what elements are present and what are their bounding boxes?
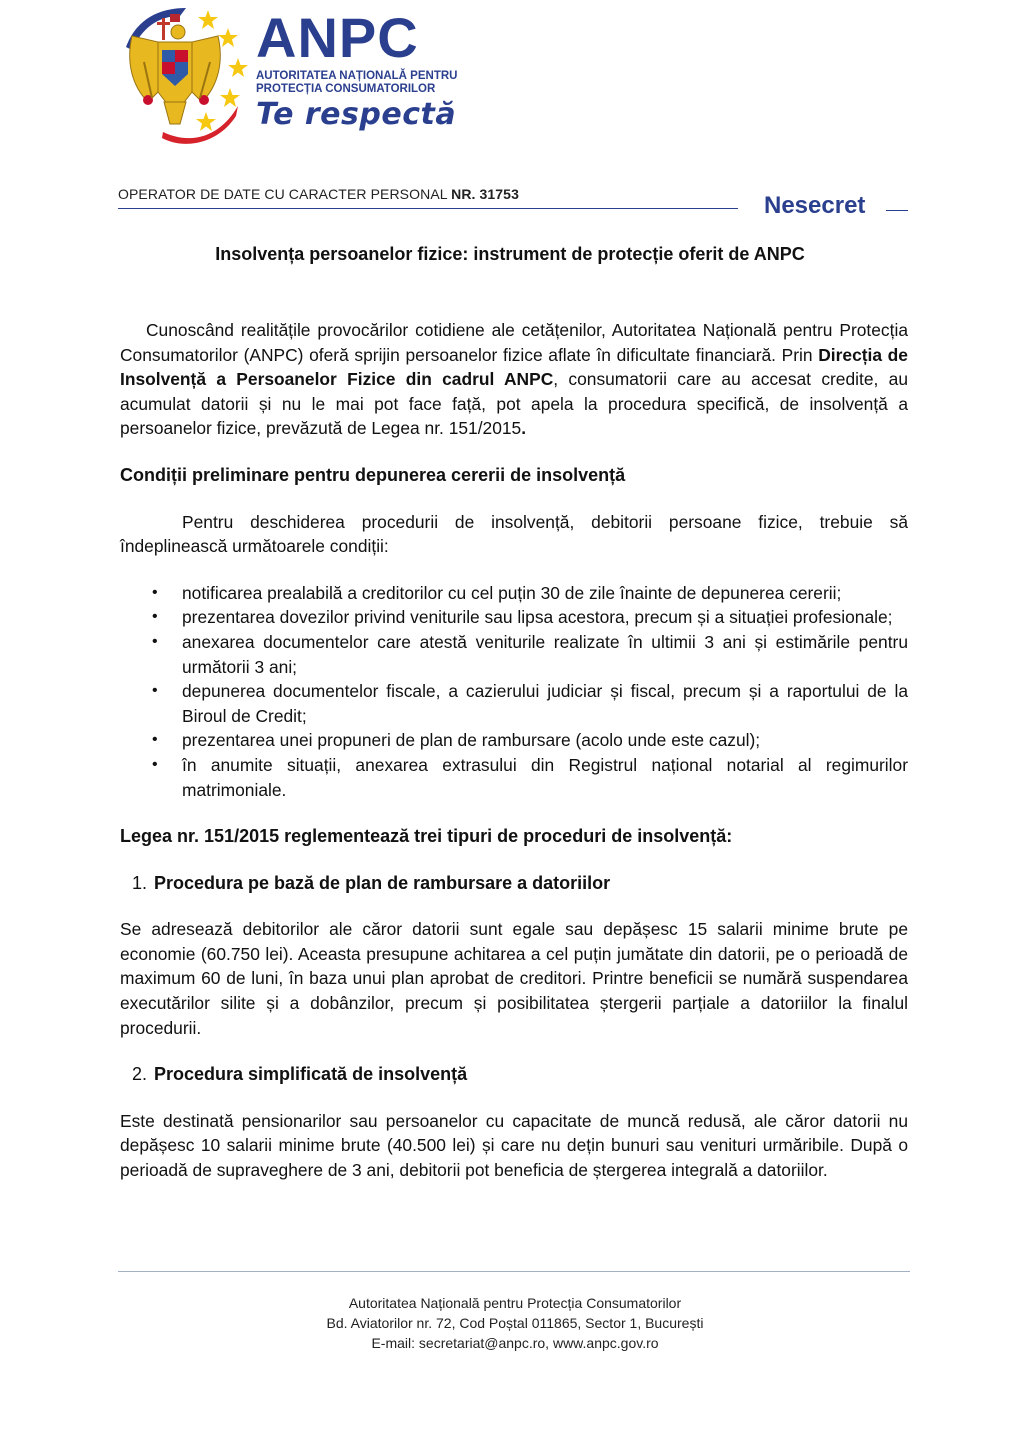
document-body (120, 318, 908, 1183)
footer-contact: E-mail: secretariat@anpc.ro, www.anpc.gov.ro (371, 1335, 659, 1351)
footer-address: Bd. Aviatorilor nr. 72, Cod Poștal 011865, Sector 1, București (326, 1315, 704, 1331)
anpc-logo (118, 2, 498, 147)
brand-subtitle (256, 70, 457, 96)
intro-text-end: , consumatorii care au accesat credite, au acumulat datorii și nu le mai pot face față, pot apela la procedura specifică, de insolvență a persoanelor fizice, prevăzută de Legea nr. 151/2015 (120, 369, 908, 439)
conditions-heading: Condiții preliminare pentru depunerea cererii de insolvență (120, 464, 626, 485)
procedure-number: 2. (132, 1064, 148, 1085)
intro-text-start: Cunoscând realitățile provocărilor cotidiene ale cetățenilor, Autoritatea Națională pentru Protecția Consumatorilor (ANPC) oferă sprijin persoanelor fizice aflate în dificultate financiară. Prin (120, 320, 908, 365)
operator-label: OPERATOR DE DATE CU CARACTER PERSONAL (118, 186, 452, 202)
classification-dash (886, 210, 908, 211)
list-item: • prezentarea dovezilor privind veniturile sau lipsa acestora, precum și a situației profesionale; (182, 605, 908, 630)
list-item: • în anumite situații, anexarea extrasului din Registrul național notarial al regimurilor matrimoniale. (182, 753, 908, 802)
procedure-number: 1. (132, 872, 148, 893)
conditions-list (120, 581, 908, 802)
document-title: Insolvența persoanelor fizice: instrument de protecție oferit de ANPC (215, 244, 805, 264)
brand-subtitle-line2: PROTECȚIA CONSUMATORILOR (256, 83, 436, 95)
list-item: • prezentarea unei propuneri de plan de rambursare (acolo unde este cazul); (182, 728, 908, 753)
list-item: • anexarea documentelor care atestă veniturile realizate în ultimii 3 ani și estimările pentru următorii 3 ani; (182, 630, 908, 679)
footer-org-name: Autoritatea Națională pentru Protecția Consumatorilor (348, 1295, 682, 1311)
brand-name: ANPC (256, 6, 419, 69)
brand-slogan: Te respectă (256, 97, 457, 132)
procedure-2-body: Este destinată pensionarilor sau persoanelor cu capacitate de muncă redusă, ale căror datorii nu depășesc 10 salarii minime brute (40.500 lei) și care nu dețin bunuri sau venituri urmăribile. După o perioadă de supraveghere de 3 ani, debitorii pot beneficia de ștergerea integrală a datoriilor. (120, 1110, 908, 1181)
procedure-1-body: Se adresează debitorilor ale căror datorii sunt egale sau depășesc 15 salarii minime brute pe economie (60.750 lei). Aceasta presupune achitarea a cel puțin jumătate din datorii, pe o perioadă de maximum 60 de luni, în baza unui plan aprobat de creditori. Printre beneficii se numără suspendarea executărilor silite și a dobânzilor, precum și posibilitatea ștergerii parțiale a datoriilor la finalul procedurii. (120, 919, 908, 1038)
data-operator-notice (118, 186, 519, 202)
coat-of-arms-icon (118, 2, 248, 147)
footer (110, 1293, 920, 1353)
brand-subtitle-line1: AUTORITATEA NAȚIONALĂ PENTRU (256, 70, 458, 82)
list-item: • notificarea prealabilă a creditorilor cu cel puțin 30 de zile înainte de depunerea cererii; (182, 581, 908, 606)
procedure-2-title (120, 1062, 908, 1087)
procedure-title-text: Procedura simplificată de insolvență (154, 1064, 468, 1085)
intro-bold-directorate: Direcția de Insolvență a Persoanelor Fizice din cadrul ANPC (120, 344, 908, 390)
conditions-intro: Pentru deschiderea procedurii de insolvență, debitorii persoane fizice, trebuie să îndeplinească următoarele condiții: (120, 511, 908, 557)
intro-paragraph (120, 318, 908, 441)
procedure-title-text: Procedura pe bază de plan de rambursare a datoriilor (154, 872, 611, 893)
operator-number: NR. 31753 (451, 186, 519, 202)
classification-label: Nesecret (764, 192, 866, 219)
list-item: • depunerea documentelor fiscale, a cazierului judiciar și fiscal, precum și a raportului de la Biroul de Credit; (182, 679, 908, 728)
procedure-1-title (120, 871, 908, 896)
law-heading: Legea nr. 151/2015 reglementează trei tipuri de proceduri de insolvență: (120, 826, 733, 847)
intro-period: . (521, 418, 527, 439)
header-divider (118, 208, 738, 209)
footer-divider (118, 1271, 910, 1272)
brand-block (256, 6, 458, 132)
